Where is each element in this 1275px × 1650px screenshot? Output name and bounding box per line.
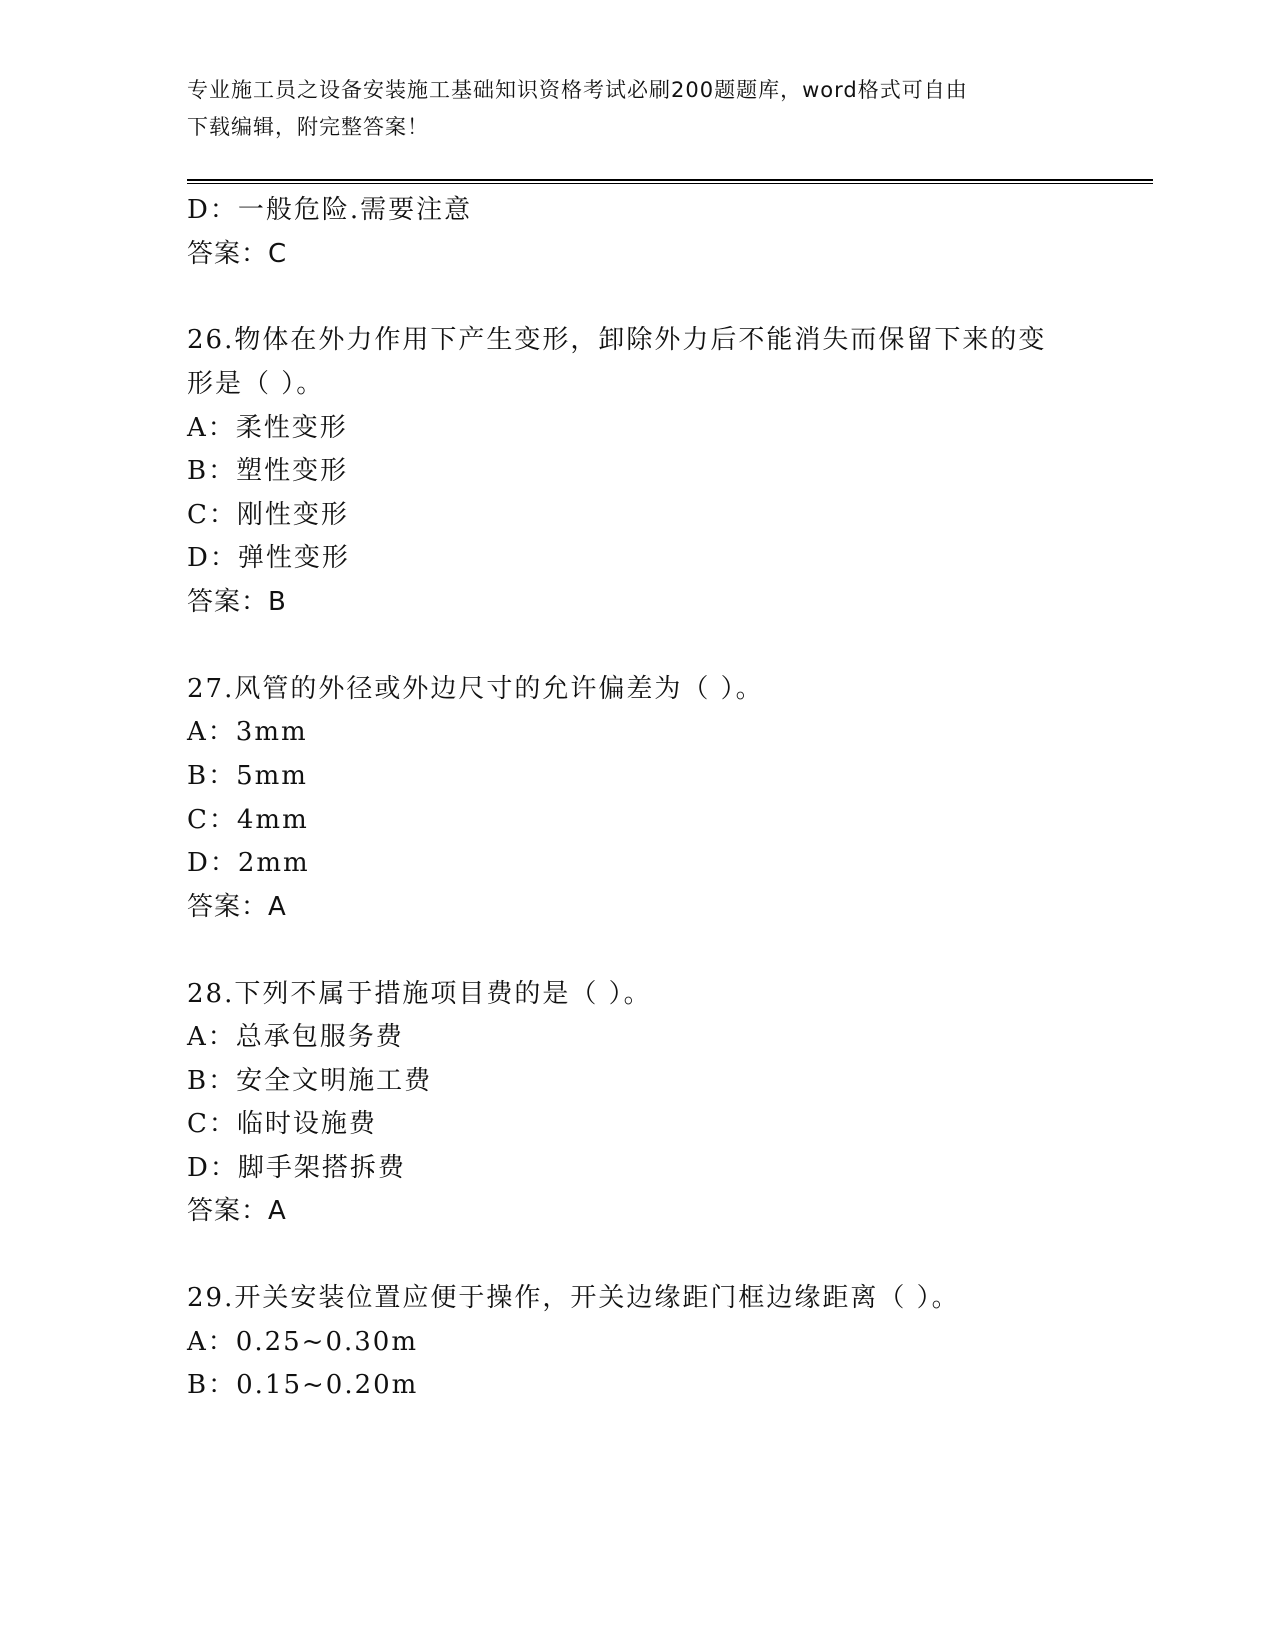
option-line: D：2mm — [187, 848, 310, 878]
document-header — [187, 72, 1087, 146]
answer-line: 答案：A — [187, 1196, 287, 1226]
answer-line: 答案：B — [187, 587, 287, 617]
question-line: 27.风管的外径或外边尺寸的允许偏差为（ ）。 — [187, 674, 764, 704]
option-line: B：5mm — [187, 761, 308, 791]
option-line: D：脚手架搭拆费 — [187, 1153, 406, 1183]
answer-line: 答案：A — [187, 892, 287, 922]
option-line: A：总承包服务费 — [187, 1022, 404, 1052]
question-line: 29.开关安装位置应便于操作，开关边缘距门框边缘距离（ ）。 — [187, 1283, 960, 1313]
option-line: C：刚性变形 — [187, 500, 349, 530]
option-line: B：0.15~0.20m — [187, 1370, 419, 1400]
header-title-line-2: 下载编辑，附完整答案！ — [187, 115, 429, 139]
question-line: 形是（ ）。 — [187, 369, 325, 399]
option-line: A：3mm — [187, 717, 308, 747]
option-line: D：弹性变形 — [187, 543, 350, 573]
option-line: A：0.25~0.30m — [187, 1327, 418, 1357]
option-line: C：临时设施费 — [187, 1109, 377, 1139]
question-line: 28.下列不属于措施项目费的是（ ）。 — [187, 979, 652, 1009]
header-title-line-1: 专业施工员之设备安装施工基础知识资格考试必刷200题题库，word格式可自由 — [187, 78, 968, 102]
question-line: 26.物体在外力作用下产生变形，卸除外力后不能消失而保留下来的变 — [187, 325, 1047, 355]
option-line: B：塑性变形 — [187, 456, 349, 486]
option-line: C：4mm — [187, 805, 309, 835]
option-line: D：一般危险.需要注意 — [187, 195, 473, 225]
option-line: A：柔性变形 — [187, 413, 348, 443]
answer-line: 答案：C — [187, 239, 288, 269]
header-divider-thin — [187, 183, 1153, 184]
option-line: B：安全文明施工费 — [187, 1066, 433, 1096]
header-divider-thick — [187, 179, 1153, 181]
